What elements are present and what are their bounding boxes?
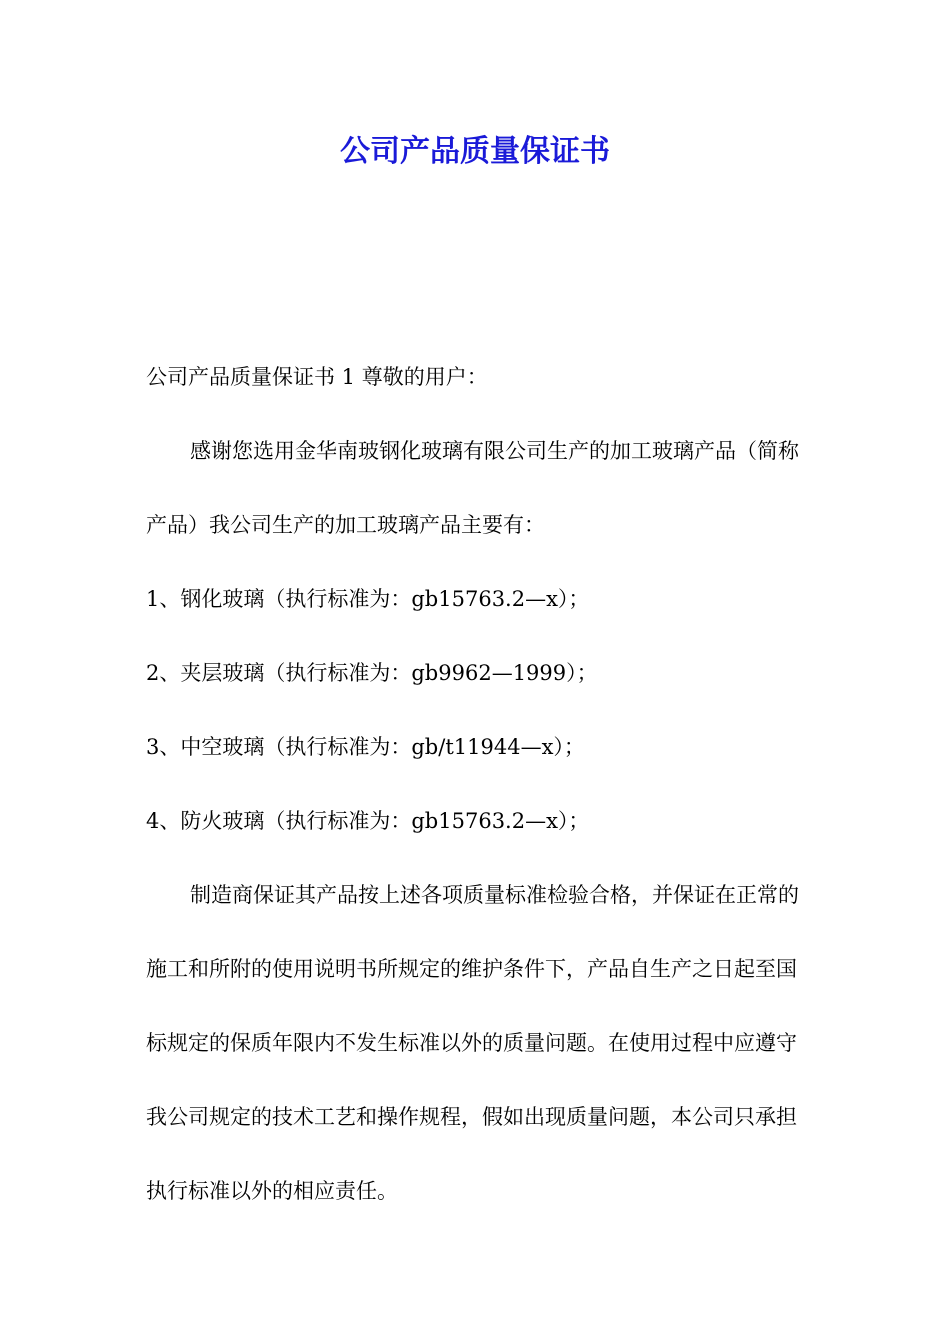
intro-paragraph: 感谢您选用金华南玻钢化玻璃有限公司生产的加工玻璃产品（简称产品）我公司生产的加工玻璃产品主要有： (146, 439, 799, 537)
list-item-fireproof-glass: 4、防火玻璃（执行标准为：gb15763.2—x）； (146, 809, 590, 833)
list-item-tempered-glass: 1、钢化玻璃（执行标准为：gb15763.2—x）； (146, 587, 590, 611)
document-body (146, 340, 816, 1228)
list-item-laminated-glass: 2、夹层玻璃（执行标准为：gb9962—1999）； (146, 661, 598, 685)
guarantee-paragraph: 制造商保证其产品按上述各项质量标准检验合格，并保证在正常的施工和所附的使用说明书所规定的维护条件下，产品自生产之日起至国标规定的保质年限内不发生标准以外的质量问题。在使用过程中应遵守我公司规定的技术工艺和操作规程，假如出现质量问题，本公司只承担执行标准以外的相应责任。 (146, 883, 799, 1203)
greeting-line: 公司产品质量保证书 1 尊敬的用户： (146, 365, 488, 389)
document-title: 公司产品质量保证书 (340, 134, 610, 169)
list-item-insulating-glass: 3、中空玻璃（执行标准为：gb/t11944—x）； (146, 735, 585, 759)
